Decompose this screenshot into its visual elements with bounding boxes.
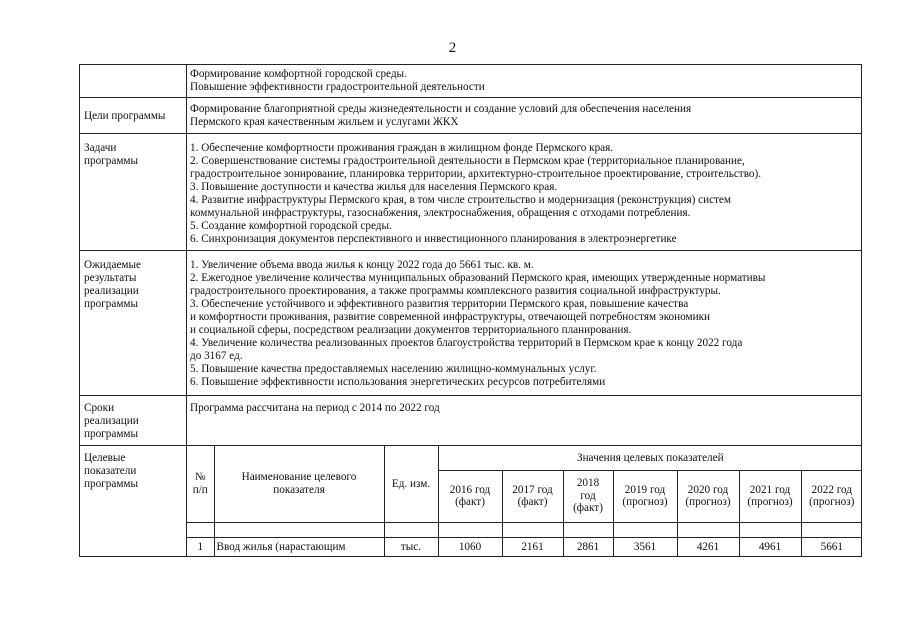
goals-label: Цели программы — [80, 98, 187, 134]
goals-line: Пермского края качественным жильем и услугами ЖКХ — [190, 115, 459, 128]
result-line: 1. Увеличение объема ввода жилья к концу 2022 года до 5661 тыс. кв. м. — [190, 259, 534, 271]
task-line: 1. Обеспечение комфортности проживания граждан в жилищном фонде Пермского края. — [190, 142, 614, 154]
result-line: и комфортности проживания, развитие современной инфраструктуры, отвечающей потребностям экономики — [190, 311, 711, 323]
task-line: 6. Синхронизация документов перспективного и инвестиционного планирования в электроэнергетике — [190, 233, 677, 245]
year-header: 2020 год (прогноз) — [677, 470, 739, 522]
indicator-value: 5661 — [801, 537, 862, 556]
col-name-header: Наименование целевого показателя — [214, 446, 384, 522]
year-header: 2019 год (прогноз) — [613, 470, 677, 522]
result-line: 3. Обеспечение устойчивого и эффективного развития территории Пермского края, повышение качества — [190, 298, 689, 310]
indicators-spacer-row — [187, 522, 862, 537]
indicator-value: 4261 — [677, 537, 739, 556]
indicators-header-row — [187, 446, 862, 470]
year-header: 2022 год (прогноз) — [801, 470, 862, 522]
terms-text: Программа рассчитана на период с 2014 по 2022 год — [187, 396, 862, 446]
col-num-header: № п/п — [187, 446, 214, 522]
result-line: 6. Повышение эффективности использования энергетических ресурсов потребителями — [190, 376, 606, 388]
program-name-label — [80, 65, 187, 98]
indicators-label: Целевые показатели программы — [80, 446, 187, 557]
task-line: коммунальной инфраструктуры, газоснабжения, электроснабжения, обращения с отходами потребления. — [190, 207, 691, 219]
indicator-unit: тыс. — [384, 537, 438, 556]
tasks-label: Задачи программы — [80, 134, 187, 251]
year-header: 2021 год (прогноз) — [739, 470, 801, 522]
year-header: 2018 год (факт) — [563, 470, 613, 522]
indicator-value: 2161 — [502, 537, 563, 556]
year-header: 2016 год (факт) — [438, 470, 502, 522]
indicator-value: 4961 — [739, 537, 801, 556]
indicator-value: 2861 — [563, 537, 613, 556]
col-unit-header: Ед. изм. — [384, 446, 438, 522]
task-line: 5. Создание комфортной городской среды. — [190, 220, 392, 232]
table-row — [187, 537, 862, 556]
task-line: 4. Развитие инфраструктуры Пермского края, в том числе строительство и модернизация (реконструкция) систем — [190, 194, 731, 206]
goals-text — [187, 98, 862, 134]
program-name-line: Формирование комфортной городской среды. — [190, 68, 407, 80]
result-line: 2. Ежегодное увеличение количества муниципальных образований Пермского края, имеющих утвержденные нормативы — [190, 272, 766, 284]
result-line: градостроительного проектирования, а также программы комплексного развития социальной инфраструктуры. — [190, 285, 721, 297]
program-name-line: Повышение эффективности градостроительной деятельности — [190, 81, 485, 93]
indicator-name: Ввод жилья (нарастающим — [214, 537, 384, 556]
indicator-value: 1060 — [438, 537, 502, 556]
results-text — [187, 251, 862, 396]
values-header: Значения целевых показателей — [438, 446, 862, 470]
indicator-value: 3561 — [613, 537, 677, 556]
year-header: 2017 год (факт) — [502, 470, 563, 522]
page-number: 2 — [448, 40, 457, 56]
program-passport-table — [79, 64, 862, 557]
tasks-text — [187, 134, 862, 251]
terms-row — [80, 396, 862, 446]
program-name-row — [80, 65, 862, 98]
indicators-row — [80, 446, 862, 557]
task-line: 2. Совершенствование системы градостроительной деятельности в Пермском крае (территориальное планирование, — [190, 155, 745, 167]
terms-label: Сроки реализации программы — [80, 396, 187, 446]
task-line: 3. Повышение доступности и качества жилья для населения Пермского края. — [190, 181, 558, 193]
tasks-row — [80, 134, 862, 251]
results-row — [80, 251, 862, 396]
result-line: 5. Повышение качества предоставляемых населению жилищно-коммунальных услуг. — [190, 363, 597, 375]
result-line: и социальной сферы, посредством реализации документов территориального планирования. — [190, 324, 632, 336]
result-line: до 3167 ед. — [190, 350, 243, 362]
task-line: градостроительное зонирование, планировка территории, архитектурно-строительное проектирование, строительство). — [190, 168, 762, 180]
goals-line: Формирование благоприятной среды жизнедеятельности и создание условий для обеспечения населения — [190, 102, 692, 115]
indicators-table — [187, 446, 862, 556]
row-number: 1 — [187, 537, 214, 556]
results-label: Ожидаемые результаты реализации программы — [80, 251, 187, 396]
result-line: 4. Увеличение количества реализованных проектов благоустройства территорий в Пермском крае к концу 2022 года — [190, 337, 743, 349]
goals-row — [80, 98, 862, 134]
program-name-text — [187, 65, 862, 98]
indicators-cell — [187, 446, 862, 557]
